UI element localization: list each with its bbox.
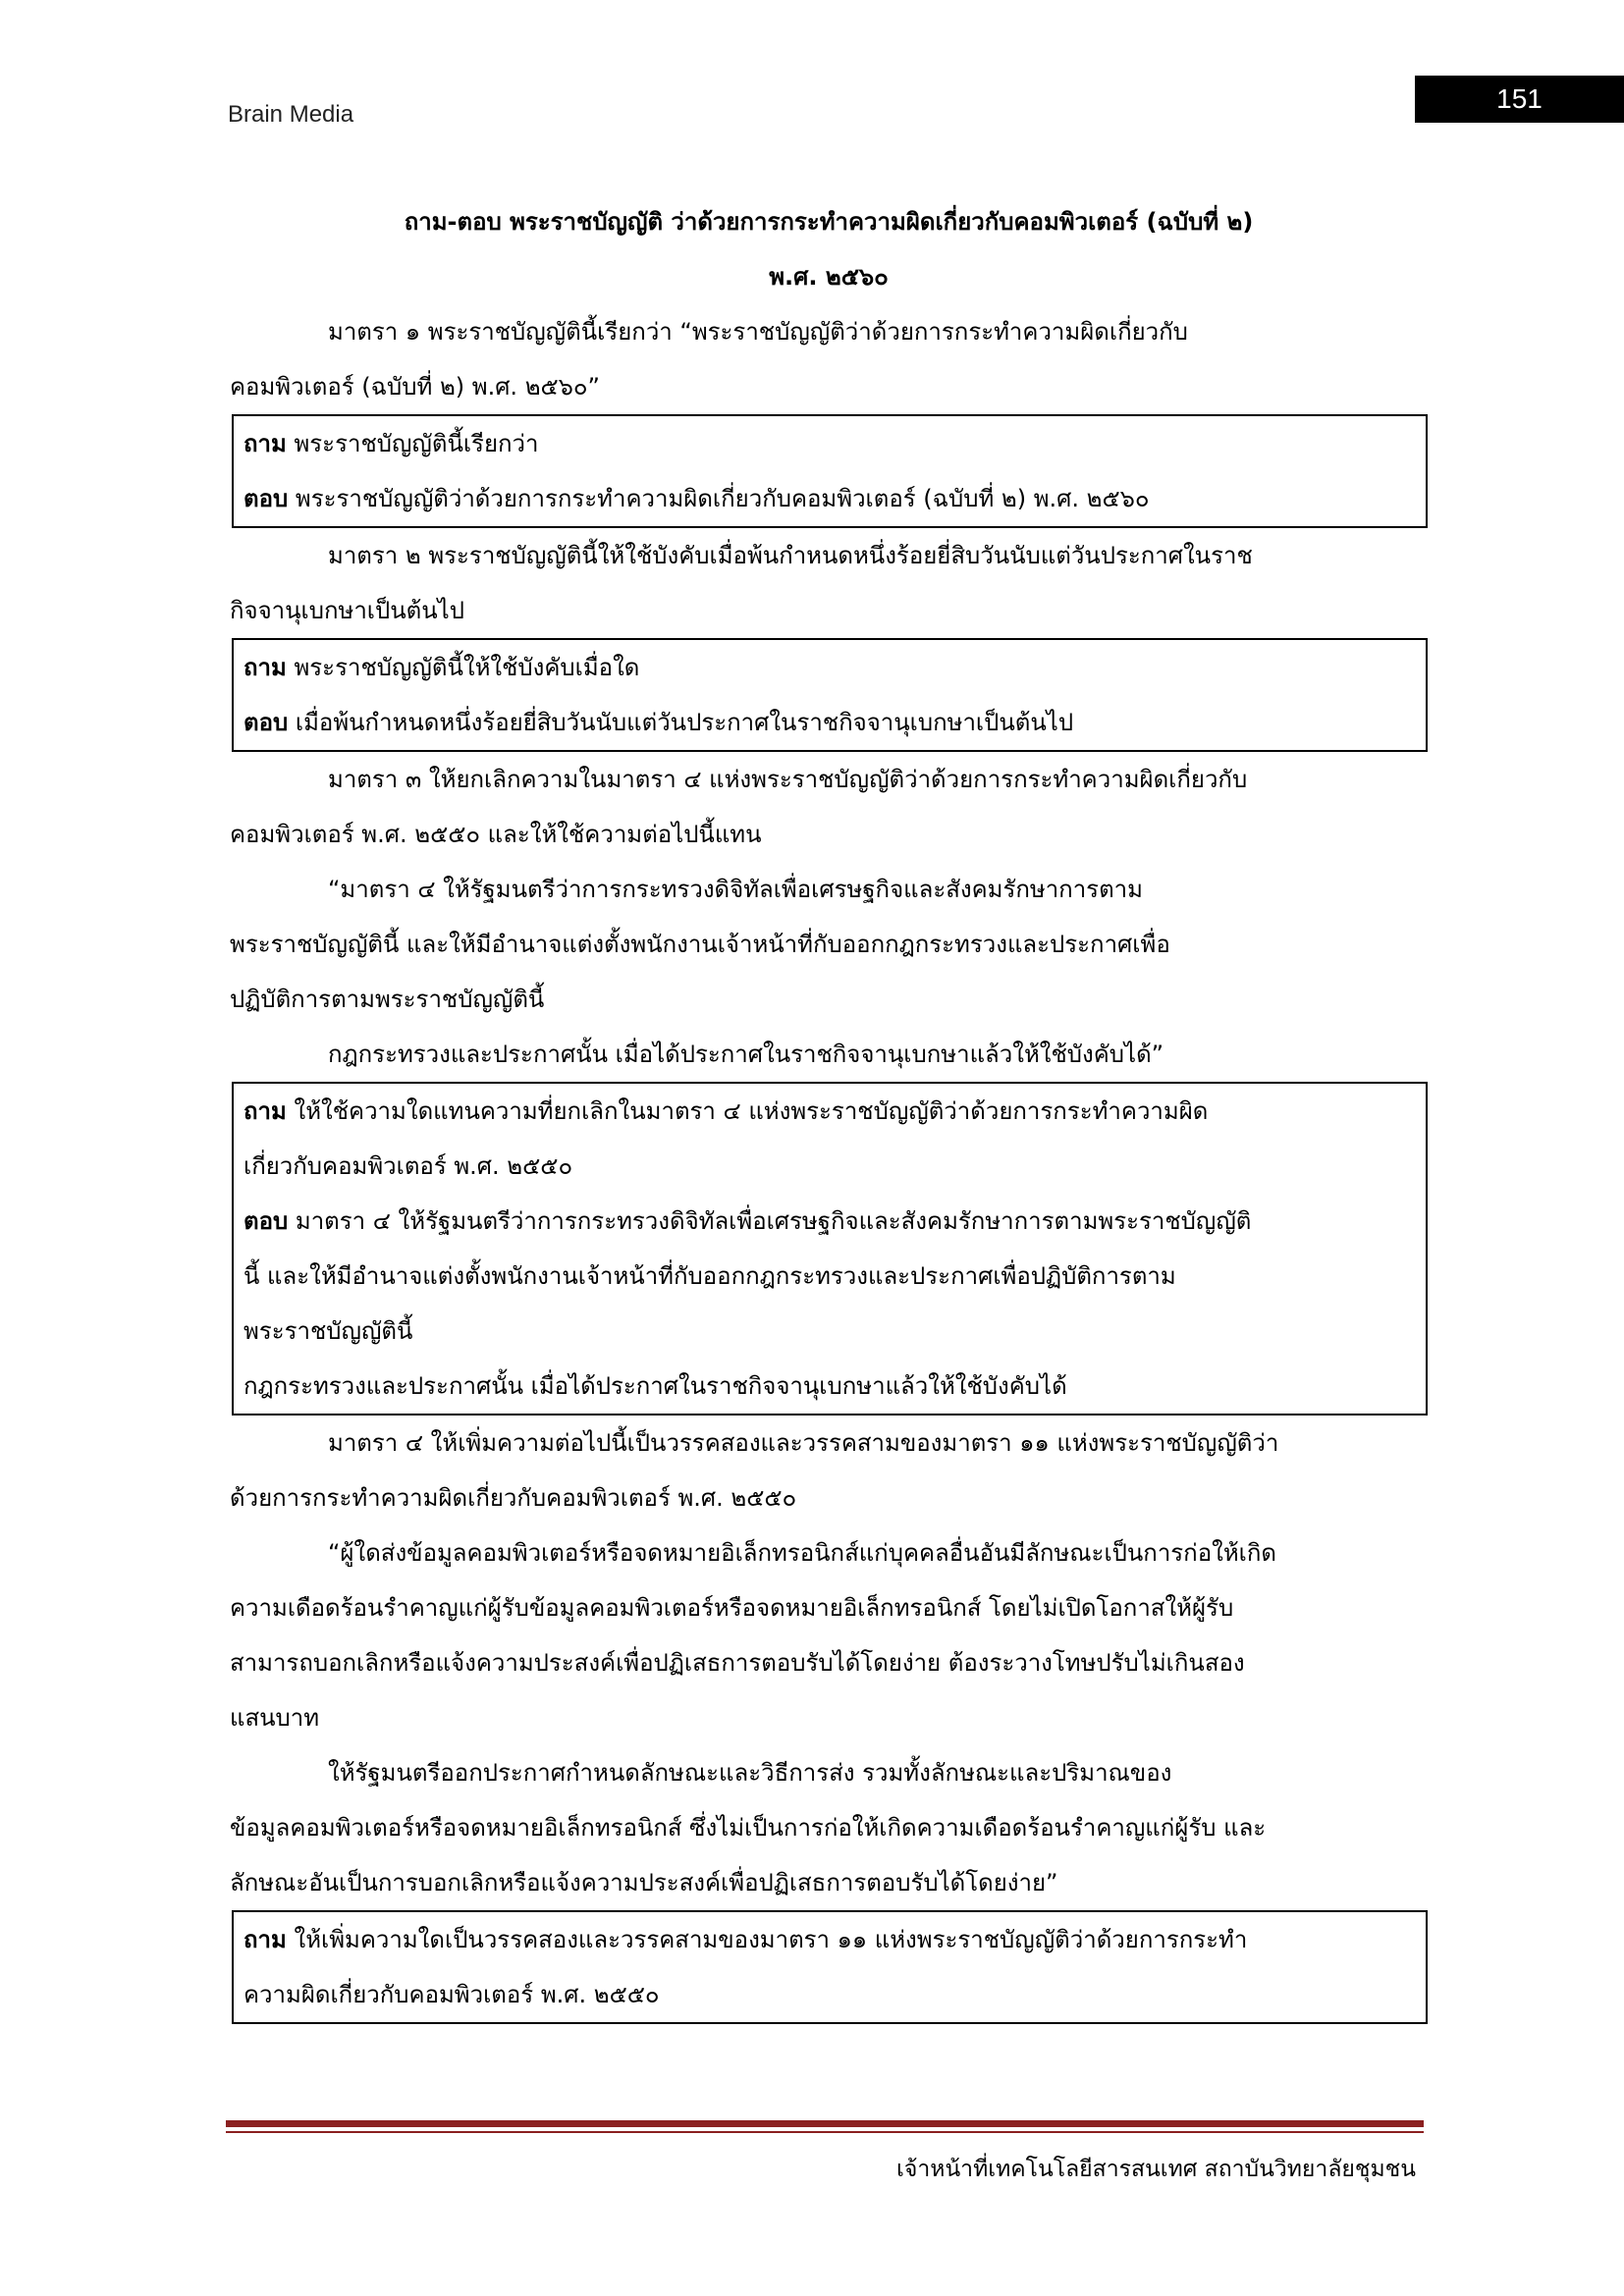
answer-line: [244, 695, 1416, 750]
answer-line: กฎกระทรวงและประกาศนั้น เมื่อได้ประกาศในราชกิจจานุเบกษาแล้วให้ใช้บังคับได้: [244, 1372, 1067, 1400]
section4-line: ด้วยการกระทำความผิดเกี่ยวกับคอมพิวเตอร์ พ.ศ. ๒๕๕๐: [230, 1484, 797, 1512]
question-label: ถาม: [244, 654, 287, 681]
footer-text: เจ้าหน้าที่เทคโนโลยีสารสนเทศ สถาบันวิทยาลัยชุมชน: [896, 2157, 1416, 2182]
section4-line: ให้รัฐมนตรีออกประกาศกำหนดลักษณะและวิธีการส่ง รวมทั้งลักษณะและปริมาณของ: [328, 1759, 1172, 1787]
section4-line: ความเดือดร้อนรำคาญแก่ผู้รับข้อมูลคอมพิวเตอร์หรือจดหมายอิเล็กทรอนิกส์ โดยไม่เปิดโอกาสให้ผู้รับ: [230, 1594, 1234, 1622]
qa-box-4: [232, 1910, 1428, 2024]
section2-line: มาตรา ๒ พระราชบัญญัตินี้ให้ใช้บังคับเมื่อพ้นกำหนดหนึ่งร้อยยี่สิบวันนับแต่วันประกาศในราช: [328, 542, 1253, 569]
section3-line: พระราชบัญญัตินี้ และให้มีอำนาจแต่งตั้งพนักงานเจ้าหน้าที่กับออกกฎกระทรวงและประกาศเพื่อ: [230, 931, 1170, 958]
section4-line: แสนบาท: [230, 1704, 320, 1732]
question-line: [244, 1912, 1416, 1967]
question-line: [244, 1084, 1416, 1139]
answer-text: พระราชบัญญัติว่าด้วยการกระทำความผิดเกี่ยวกับคอมพิวเตอร์ (ฉบับที่ ๒) พ.ศ. ๒๕๖๐: [295, 485, 1150, 512]
answer-label: ตอบ: [244, 485, 289, 512]
qa-box-3: [232, 1082, 1428, 1415]
publisher-name: Brain Media: [228, 101, 354, 128]
footer-rule-thick: [226, 2120, 1424, 2127]
page-title: ถาม-ตอบ พระราชบัญญัติ ว่าด้วยการกระทำความผิดเกี่ยวกับคอมพิวเตอร์ (ฉบับที่ ๒): [404, 208, 1254, 236]
question-line: [244, 416, 1416, 471]
answer-line: พระราชบัญญัตินี้: [244, 1317, 413, 1345]
section4-line: สามารถบอกเลิกหรือแจ้งความประสงค์เพื่อปฏิเสธการตอบรับได้โดยง่าย ต้องระวางโทษปรับไม่เกินสอง: [230, 1649, 1245, 1677]
section3-line: “มาตรา ๔ ให้รัฐมนตรีว่าการกระทรวงดิจิทัลเพื่อเศรษฐกิจและสังคมรักษาการตาม: [328, 876, 1143, 903]
footer-rule-thin: [226, 2131, 1424, 2133]
section3-line: ปฏิบัติการตามพระราชบัญญัตินี้: [230, 986, 545, 1013]
question-label: ถาม: [244, 1926, 287, 1953]
question-text: ให้เพิ่มความใดเป็นวรรคสองและวรรคสามของมาตรา ๑๑ แห่งพระราชบัญญัติว่าด้วยการกระทำ: [294, 1926, 1248, 1953]
section4-line: ลักษณะอันเป็นการบอกเลิกหรือแจ้งความประสงค์เพื่อปฏิเสธการตอบรับได้โดยง่าย”: [230, 1869, 1058, 1896]
question-line: ความผิดเกี่ยวกับคอมพิวเตอร์ พ.ศ. ๒๕๕๐: [244, 1981, 660, 2008]
question-line: [244, 640, 1416, 695]
question-label: ถาม: [244, 1097, 287, 1125]
section4-line: “ผู้ใดส่งข้อมูลคอมพิวเตอร์หรือจดหมายอิเล็กทรอนิกส์แก่บุคคลอื่นอันมีลักษณะเป็นการก่อให้เกิด: [328, 1539, 1276, 1567]
document-body: [230, 194, 1428, 2024]
section4-line: มาตรา ๔ ให้เพิ่มความต่อไปนี้เป็นวรรคสองและวรรคสามของมาตรา ๑๑ แห่งพระราชบัญญัติว่า: [328, 1429, 1279, 1457]
answer-line: [244, 471, 1416, 526]
section4-line: ข้อมูลคอมพิวเตอร์หรือจดหมายอิเล็กทรอนิกส์ ซึ่งไม่เป็นการก่อให้เกิดความเดือดร้อนรำคาญแก่ผู้รับ และ: [230, 1814, 1267, 1842]
footer-divider: [226, 2120, 1424, 2133]
answer-line: นี้ และให้มีอำนาจแต่งตั้งพนักงานเจ้าหน้าที่กับออกกฎกระทรวงและประกาศเพื่อปฏิบัติการตาม: [244, 1262, 1176, 1290]
section2-line: กิจจานุเบกษาเป็นต้นไป: [230, 597, 464, 624]
section3-line: มาตรา ๓ ให้ยกเลิกความในมาตรา ๔ แห่งพระราชบัญญัติว่าด้วยการกระทำความผิดเกี่ยวกับ: [328, 766, 1248, 793]
qa-box-2: [232, 638, 1428, 752]
answer-text: เมื่อพ้นกำหนดหนึ่งร้อยยี่สิบวันนับแต่วันประกาศในราชกิจจานุเบกษาเป็นต้นไป: [295, 709, 1074, 736]
answer-line: [244, 1194, 1416, 1249]
question-label: ถาม: [244, 430, 287, 457]
section3-line: กฎกระทรวงและประกาศนั้น เมื่อได้ประกาศในราชกิจจานุเบกษาแล้วให้ใช้บังคับได้”: [328, 1041, 1164, 1068]
question-text: พระราชบัญญัตินี้เรียกว่า: [294, 430, 539, 457]
answer-label: ตอบ: [244, 1207, 289, 1235]
question-line: เกี่ยวกับคอมพิวเตอร์ พ.ศ. ๒๕๕๐: [244, 1152, 573, 1180]
page-title-year: พ.ศ. ๒๕๖๐: [769, 263, 889, 291]
section3-line: คอมพิวเตอร์ พ.ศ. ๒๕๕๐ และให้ใช้ความต่อไปนี้แทน: [230, 821, 762, 848]
question-text: พระราชบัญญัตินี้ให้ใช้บังคับเมื่อใด: [294, 654, 640, 681]
answer-label: ตอบ: [244, 709, 289, 736]
section1-line: คอมพิวเตอร์ (ฉบับที่ ๒) พ.ศ. ๒๕๖๐”: [230, 373, 600, 400]
section1-line: มาตรา ๑ พระราชบัญญัตินี้เรียกว่า “พระราชบัญญัติว่าด้วยการกระทำความผิดเกี่ยวกับ: [328, 318, 1188, 346]
qa-box-1: [232, 414, 1428, 528]
question-text: ให้ใช้ความใดแทนความที่ยกเลิกในมาตรา ๔ แห่งพระราชบัญญัติว่าด้วยการกระทำความผิด: [294, 1097, 1209, 1125]
answer-text: มาตรา ๔ ให้รัฐมนตรีว่าการกระทรวงดิจิทัลเพื่อเศรษฐกิจและสังคมรักษาการตามพระราชบัญญัติ: [295, 1207, 1252, 1235]
page-number-badge: 151: [1415, 76, 1624, 123]
